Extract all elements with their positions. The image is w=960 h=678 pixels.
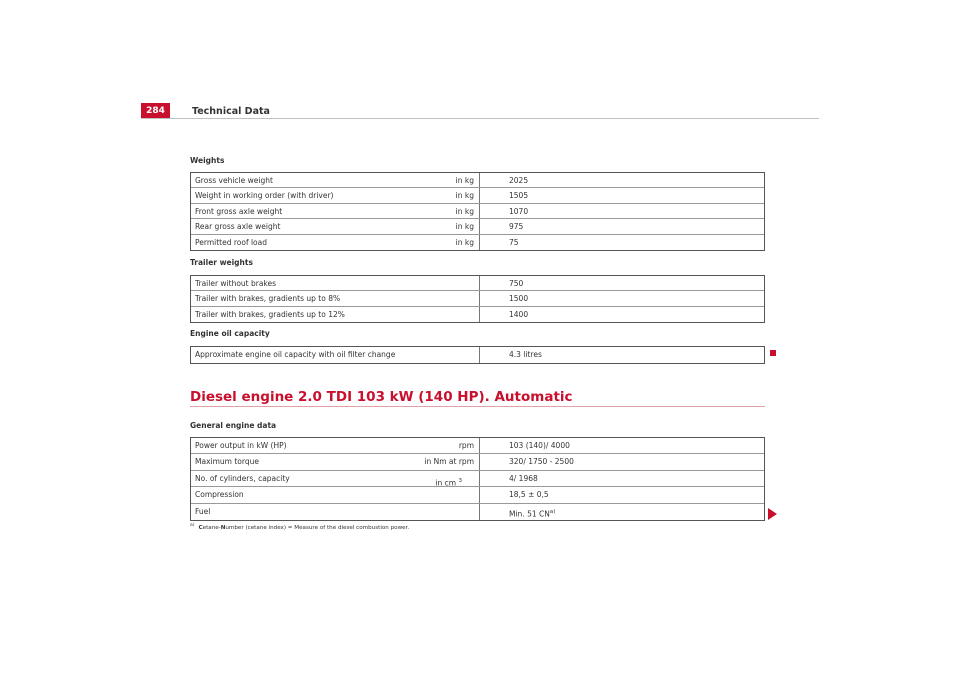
row-label: Permitted roof load: [195, 237, 268, 247]
page-header-title: Technical Data: [192, 106, 270, 117]
row-label: Front gross axle weight: [195, 206, 283, 216]
row-value: 975: [509, 222, 524, 232]
row-label: Maximum torque: [195, 457, 259, 467]
title-divider: [190, 406, 765, 407]
row-label: Rear gross axle weight: [195, 222, 281, 232]
weights-table: [190, 172, 765, 251]
row-value: 4.3 litres: [509, 350, 542, 359]
row-unit: in kg: [455, 191, 474, 201]
row-value: 18,5 ± 0,5: [509, 490, 549, 500]
footnote-n-rest: umber (cetane index) = Measure of the diesel combustion power.: [225, 524, 410, 531]
row-value: 75: [509, 237, 519, 247]
row-value: 1070: [509, 206, 529, 216]
header-divider: [141, 118, 819, 119]
row-label: Trailer with brakes, gradients up to 8%: [195, 294, 341, 304]
row-value: [509, 504, 555, 523]
row-label: No. of cylinders, capacity: [195, 473, 290, 483]
trailer-weights-table: [190, 275, 765, 323]
value-text: Min. 51 CN: [509, 509, 550, 519]
row-value: 1505: [509, 191, 529, 201]
section-title: Diesel engine 2.0 TDI 103 kW (140 HP). Automatic: [190, 389, 573, 405]
row-label: Approximate engine oil capacity with oil filter change: [195, 350, 396, 359]
engine-oil-table: [190, 346, 765, 364]
row-value: 1400: [509, 309, 529, 319]
footnote-reference[interactable]: a): [549, 508, 556, 515]
row-value: 1500: [509, 294, 529, 304]
table-row: [191, 219, 764, 234]
general-engine-data-heading: General engine data: [190, 421, 277, 430]
section-end-marker: [770, 350, 776, 356]
engine-data-table: [190, 437, 765, 521]
table-row: [191, 291, 764, 306]
footnote-c-rest: etane-: [202, 524, 221, 531]
row-value: 103 (140)/ 4000: [509, 441, 570, 450]
row-label: Compression: [195, 490, 244, 500]
row-unit: in kg: [455, 176, 474, 185]
footnote-marker: a): [190, 523, 195, 528]
row-label: Trailer with brakes, gradients up to 12%: [195, 309, 345, 319]
row-unit: in Nm at rpm: [424, 457, 474, 467]
table-row: [191, 504, 764, 520]
unit-text: in cm: [435, 478, 457, 488]
table-row: [191, 235, 764, 250]
footnote: [190, 523, 409, 531]
trailer-weights-heading: Trailer weights: [190, 258, 253, 267]
row-label: Fuel: [195, 506, 211, 516]
row-value: 320/ 1750 - 2500: [509, 457, 574, 467]
table-row: [191, 438, 764, 454]
row-unit: in kg: [455, 237, 474, 247]
table-row: [191, 173, 764, 188]
weights-heading: Weights: [190, 156, 225, 165]
table-row: [191, 454, 764, 470]
row-unit: rpm: [458, 441, 474, 450]
row-unit: in kg: [455, 222, 474, 232]
table-row: [191, 204, 764, 219]
row-value: 2025: [509, 176, 529, 185]
next-page-arrow-icon[interactable]: [768, 508, 777, 520]
table-row: [191, 276, 764, 291]
footnote-n-letter: N: [220, 524, 226, 531]
table-row: [191, 487, 764, 503]
footnote-c-letter: C: [198, 524, 203, 531]
table-row: [191, 307, 764, 322]
row-label: Power output in kW (HP): [195, 441, 287, 450]
table-row: [191, 188, 764, 203]
row-label: Trailer without brakes: [195, 279, 277, 288]
row-label: Gross vehicle weight: [195, 176, 273, 185]
engine-oil-heading: Engine oil capacity: [190, 329, 270, 338]
row-value: 750: [509, 279, 524, 288]
table-row: [191, 347, 764, 363]
table-row: [191, 471, 764, 487]
row-unit: in kg: [455, 206, 474, 216]
unit-superscript: 3: [458, 477, 462, 484]
row-label: Weight in working order (with driver): [195, 191, 334, 201]
row-value: 4/ 1968: [509, 473, 538, 483]
page-number: 284: [141, 103, 170, 119]
